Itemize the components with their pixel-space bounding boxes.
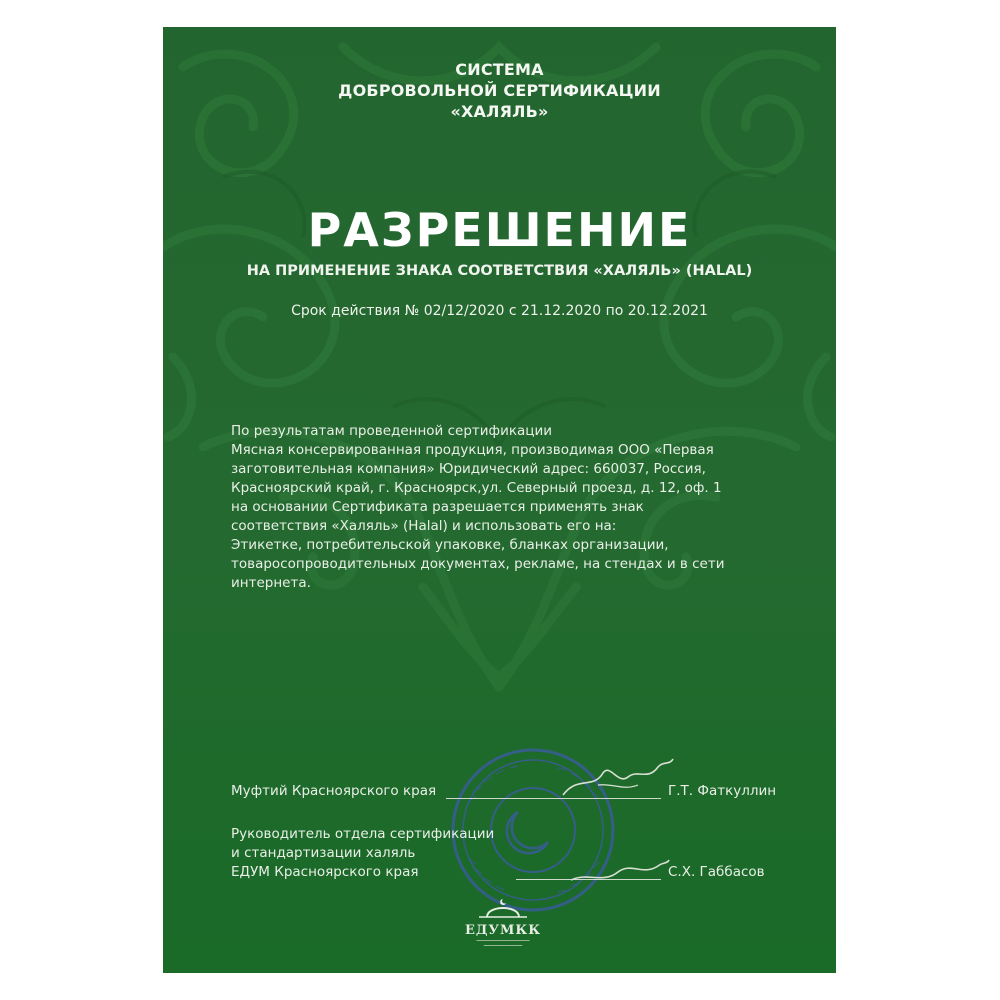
body-line: По результатам проведенной сертификации [231,423,553,439]
mufti-signature [558,755,678,805]
body-line: Мясная консервированная продукция, производимая ООО «Первая [231,442,714,458]
document-subtitle: НА ПРИМЕНЕНИЕ ЗНАКА СООТВЕТСТВИЯ «ХАЛЯЛЬ» (HALAL) [246,263,753,279]
mosque-dome-icon [473,897,533,919]
head-role-line-1: Руководитель отдела сертификации [231,826,495,842]
head-role-line-2: и стандартизации халяль [231,845,416,861]
mufti-signature-row [231,782,791,806]
body-line: товаросопроводительных документах, рекламе, на стендах и в сети [231,556,725,572]
head-name: С.Х. Габбасов [668,864,765,880]
body-line: заготовительная компания» Юридический адрес: 660037, Россия, [231,461,706,477]
edumkk-logo [433,897,573,967]
document-title: РАЗРЕШЕНИЕ [307,203,692,257]
header-line-2: ДОБРОВОЛЬНОЙ СЕРТИФИКАЦИИ [338,81,661,100]
body-line: Этикетке, потребительской упаковке, бланках организации, [231,537,669,553]
logo-name: ЕДУМКК [464,923,542,938]
head-signature-row [231,825,791,887]
certification-system-header [163,59,836,122]
mufti-role: Муфтий Красноярского края [231,783,437,799]
validity-period: Срок действия № 02/12/2020 с 21.12.2020 по 20.12.2021 [291,303,708,319]
logo-fine-print: ━━━━━━━━━━━━━━━━━━━━━━ ━━━━━━━━━━━━━━━━ [476,938,530,948]
body-line: на основании Сертификата разрешается применять знак [231,499,644,515]
header-line-3: «ХАЛЯЛЬ» [450,102,549,121]
body-line: соответствия «Халяль» (Halal) и использовать его на: [231,518,617,534]
permission-body [231,422,791,593]
body-line: Красноярский край, г. Красноярск,ул. Северный проезд, д. 12, оф. 1 [231,480,722,496]
head-signature [563,842,673,892]
header-line-1: СИСТЕМА [455,60,544,79]
ornament-background [163,27,836,727]
head-role-line-3: ЕДУМ Красноярского края [231,864,419,880]
mufti-name: Г.Т. Фаткуллин [668,783,777,799]
body-line: интернета. [231,575,311,591]
certificate-page [163,27,836,973]
